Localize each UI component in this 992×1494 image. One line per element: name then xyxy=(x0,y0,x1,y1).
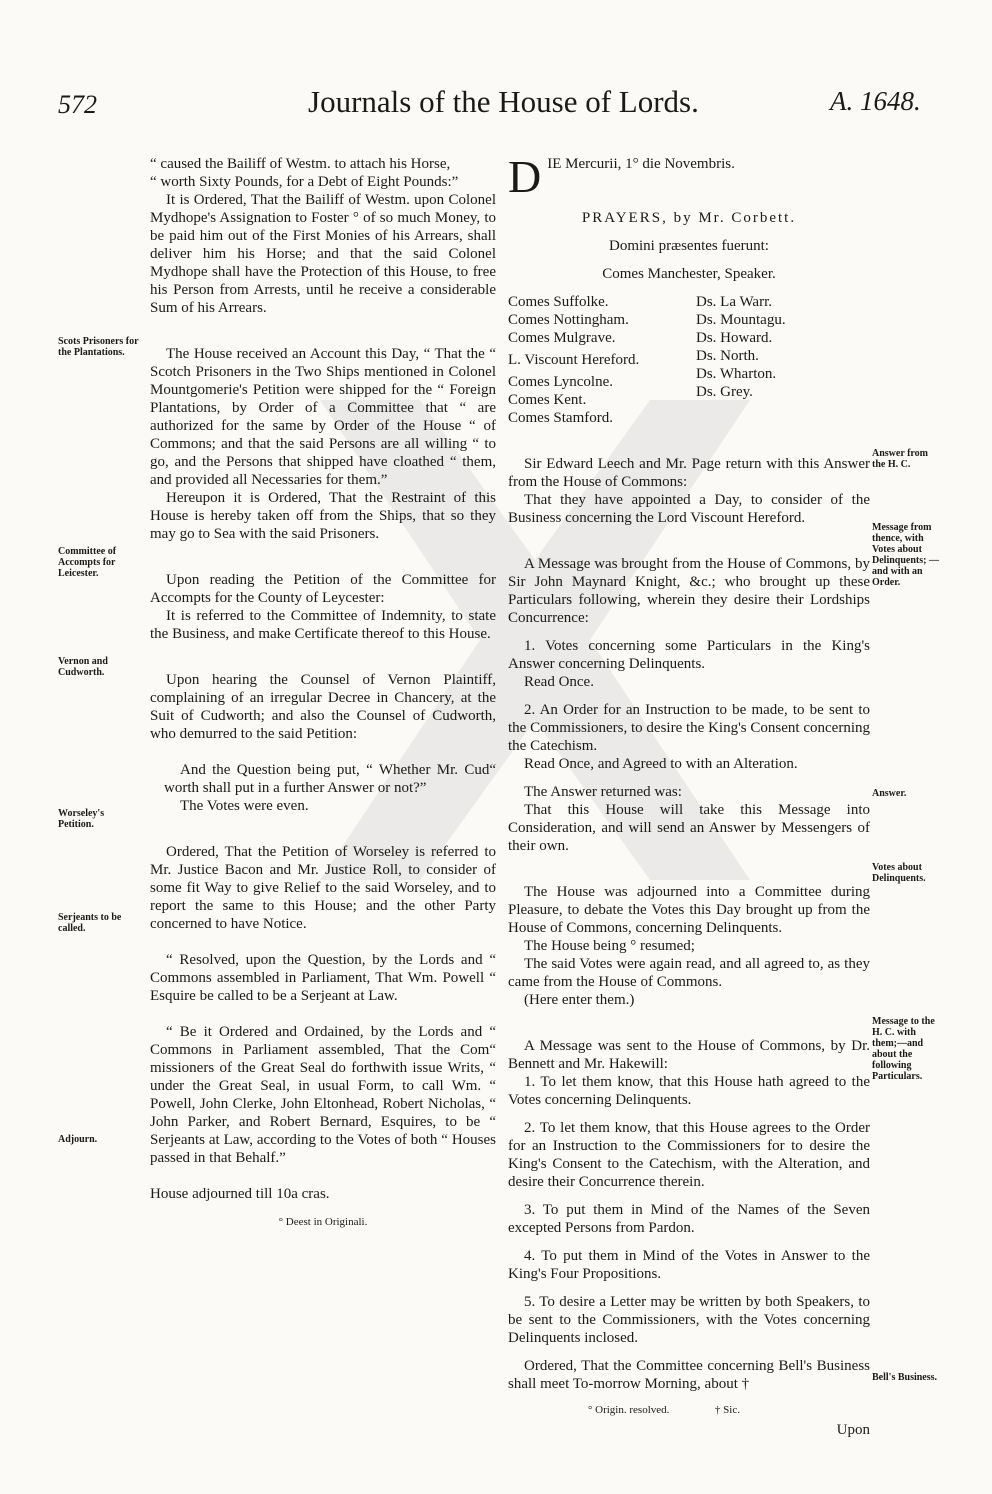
lords-present-list xyxy=(508,293,870,427)
paragraph: Read Once. xyxy=(524,674,594,690)
lord-entry: Ds. La Warr. xyxy=(696,294,772,310)
paragraph: The Votes were even. xyxy=(180,798,309,814)
margin-note-votes: Votes about Delinquents. xyxy=(872,862,926,884)
paragraph: 5. To desire a Letter may be written by both Speakers, to be sent to the Commissioners, with the Votes concerning Delinquents inclosed. xyxy=(508,1294,870,1346)
paragraph: 1. Votes concerning some Particulars in the King's Answer concerning Delinquents. xyxy=(508,638,870,672)
lord-entry: Comes Suffolke. xyxy=(508,294,609,310)
paragraph: “ Resolved, upon the Question, by the Lords and “ Commons assembled in Parliament, That Wm. Powell “ Esquire be called to be a Serjeant at Law. xyxy=(150,952,496,1004)
paragraph: House adjourned till 10a cras. xyxy=(150,1186,330,1202)
paragraph: The House received an Account this Day, “ That the “ Scotch Prisoners in the Two Ships mentioned in Colonel Mountgomerie's Petition were shipped for the “ Foreign Plantations, by Order of a Committee that “ are authorized for the same by Order of the House “ of Commons; and that the said Persons are all willing “ to go, and the Persons that shipped have cloathed “ them, and provided all Necessaries for them.” xyxy=(150,346,496,488)
right-column xyxy=(508,151,870,1439)
present-line: Domini præsentes fuerunt: xyxy=(609,238,769,254)
margin-note-message2: Message to the H. C. with them;—and about the following Particulars. xyxy=(872,1016,935,1082)
paragraph: A Message was brought from the House of Commons, by Sir John Maynard Knight, &c.; who brought up these Particulars following, wherein they desire their Lordships Concurrence: xyxy=(508,556,870,626)
margin-note-bells: Bell's Business. xyxy=(872,1372,938,1383)
paragraph: Upon reading the Petition of the Committee for Accompts for the County of Leycester: xyxy=(150,572,496,606)
paragraph: That this House will take this Message into Consideration, and will send an Answer by Messengers of their own. xyxy=(508,802,870,854)
page-number: 572 xyxy=(58,90,97,119)
paragraph: Read Once, and Agreed to with an Alteration. xyxy=(524,756,798,772)
prayers-line: PRAYERS, by Mr. Corbett. xyxy=(581,210,797,226)
paragraph: 4. To put them in Mind of the Votes in Answer to the King's Four Propositions. xyxy=(508,1248,870,1282)
paragraph: It is referred to the Committee of Indemnity, to state the Business, and make Certificate thereof to this House. xyxy=(150,608,496,642)
footnote: ° Deest in Originali. xyxy=(278,1216,368,1228)
margin-note-answer2: Answer. xyxy=(872,788,907,799)
speaker-line: Comes Manchester, Speaker. xyxy=(602,266,776,282)
paragraph: Upon hearing the Counsel of Vernon Plaintiff, complaining of an irregular Decree in Chancery, at the Suit of Cudworth; and also the Counsel of Cudworth, who demurred to the said Petition: xyxy=(150,672,496,742)
catchword: Upon xyxy=(836,1422,870,1438)
margin-note-vernon: Vernon and Cudworth. xyxy=(58,656,108,678)
paragraph: A Message was sent to the House of Commons, by Dr. Bennett and Mr. Hakewill: xyxy=(508,1038,870,1072)
paragraph: (Here enter them.) xyxy=(524,992,635,1008)
paragraph: That they have appointed a Day, to consider of the Business concerning the Lord Viscount Hereford. xyxy=(508,492,870,526)
drop-cap: D xyxy=(508,151,542,202)
lord-entry: Ds. Mountagu. xyxy=(696,312,786,328)
lord-entry: Ds. Howard. xyxy=(696,330,773,346)
margin-note-message: Message from thence, with Votes about Delinquents; —and with an Order. xyxy=(872,522,939,588)
paragraph: Ordered, That the Petition of Worseley is referred to Mr. Justice Bacon and Mr. Justice Roll, to consider of some fit Way to give Relief to the said Worseley, and to report the same to this House; and the other Party concerned to have Notice. xyxy=(150,844,496,932)
paragraph: The House being ° resumed; xyxy=(524,938,695,954)
lord-entry: Ds. Grey. xyxy=(696,384,753,400)
lord-entry: Comes Mulgrave. xyxy=(508,330,616,346)
page-year: A. 1648. xyxy=(830,86,921,116)
margin-note-scots: Scots Prisoners for the Plantations. xyxy=(58,336,139,358)
lord-entry: Comes Kent. xyxy=(508,392,587,408)
paragraph: Hereupon it is Ordered, That the Restraint of this House is hereby taken off from the Ships, that so they may go to Sea with the said Prisoners. xyxy=(150,490,496,542)
lord-entry: Comes Stamford. xyxy=(508,410,613,426)
paragraph: The House was adjourned into a Committee during Pleasure, to debate the Votes this Day brought up from the House of Commons, concerning Delinquents. xyxy=(508,884,870,936)
paragraph: It is Ordered, That the Bailiff of Westm. upon Colonel Mydhope's Assignation to Foster ° of so much Money, to be paid him out of the First Monies of his Arrears, shall deliver him his Horse; and that the said Colonel Mydhope shall have the Protection of this House, to free his Person from Arrests, until he receive a considerable Sum of his Arrears. xyxy=(150,192,496,316)
page-title: Journals of the House of Lords. xyxy=(308,84,699,119)
paragraph: Sir Edward Leech and Mr. Page return with this Answer from the House of Commons: xyxy=(508,456,870,490)
margin-note-worseley: Worseley's Petition. xyxy=(58,808,105,830)
lord-entry: Ds. North. xyxy=(696,348,759,364)
lord-entry: Ds. Wharton. xyxy=(696,366,777,382)
lord-entry: Comes Nottingham. xyxy=(508,312,629,328)
paragraph: 2. An Order for an Instruction to be made, to be sent to the Commissioners, to desire the King's Consent concerning the Catechism. xyxy=(508,702,870,754)
left-column xyxy=(150,155,496,1231)
paragraph: And the Question being put, “ Whether Mr. Cud“ worth shall put in a further Answer or not?” xyxy=(164,762,496,796)
margin-note-committee: Committee of Accompts for Leicester. xyxy=(58,546,117,579)
paragraph: 2. To let them know, that this House agrees to the Order for an Instruction to the Commissioners for to desire the King's Consent to the Catechism, with the Alteration, and desire their Concurrence therein. xyxy=(508,1120,870,1190)
paragraph: The Answer returned was: xyxy=(524,784,682,800)
paragraph: “ worth Sixty Pounds, for a Debt of Eight Pounds:” xyxy=(150,174,459,190)
footnote: † Sic. xyxy=(714,1404,740,1416)
session-date: IE Mercurii, 1° die Novembris. xyxy=(547,156,735,172)
margin-note-adjourn: Adjourn. xyxy=(58,1134,98,1145)
paragraph: 1. To let them know, that this House hath agreed to the Votes concerning Delinquents. xyxy=(508,1074,870,1108)
lord-entry: L. Viscount Hereford. xyxy=(508,352,640,368)
margin-note-serjeants: Serjeants to be called. xyxy=(58,912,122,934)
paragraph: 3. To put them in Mind of the Names of the Seven excepted Persons from Pardon. xyxy=(508,1202,870,1236)
margin-note-answer: Answer from the H. C. xyxy=(872,448,929,470)
paragraph: “ Be it Ordered and Ordained, by the Lords and “ Commons in Parliament assembled, That the Com“ missioners of the Great Seal do forthwith issue Writs, “ under the Great Seal, in usual Form, to call Wm. “ Powell, John Clerke, John Eltonhead, Robert Nicholas, “ John Parker, and Robert Bernard, Esquires, to be “ Serjeants at Law, according to the Votes of both “ Houses passed in that Behalf.” xyxy=(150,1024,496,1166)
footnote: ° Origin. resolved. xyxy=(588,1404,670,1416)
paragraph: Ordered, That the Committee concerning Bell's Business shall meet To-morrow Morning, about † xyxy=(508,1358,870,1392)
lord-entry: Comes Lyncolne. xyxy=(508,374,613,390)
paragraph: “ caused the Bailiff of Westm. to attach his Horse, xyxy=(150,156,451,172)
paragraph: The said Votes were again read, and all agreed to, as they came from the House of Commons. xyxy=(508,956,870,990)
